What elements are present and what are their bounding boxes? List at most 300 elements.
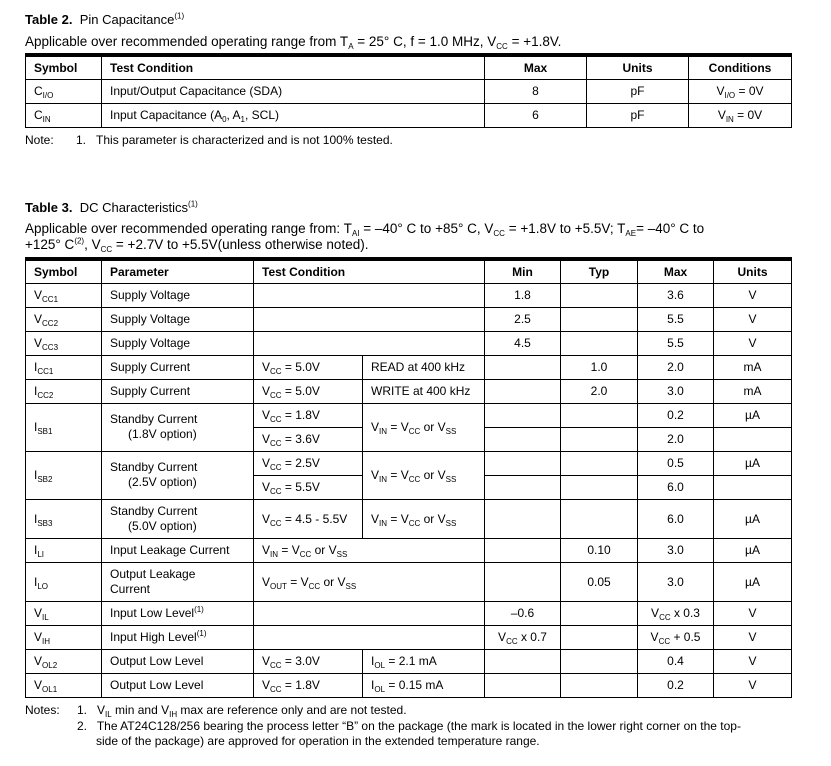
min-cell [485,562,561,601]
test-condition-cell: Input/Output Capacitance (SDA) [102,79,485,103]
typ-cell [561,331,638,355]
min-cell: –0.6 [485,601,561,625]
symbol-sub: SB1 [37,427,53,436]
test-condition-cell [254,403,363,427]
units-cell [714,475,792,499]
desc-text: Applicable over recommended operating range from T [25,34,349,49]
col-header-test-condition: Test Condition [102,55,485,79]
desc-text: = +1.8V. [507,34,562,49]
test-condition-cell [254,475,363,499]
cond-sub: 0 [222,115,227,124]
symbol-sub: CC3 [42,343,59,352]
symbol-sub: SB3 [37,518,53,528]
tc-text: V [300,574,309,589]
test-condition-cell [254,307,485,331]
units-cell [714,427,792,451]
parameter-cell: Supply Voltage [102,283,254,307]
desc-text: = +1.8V to +5.5V; T [504,221,626,236]
cond-sub: I/O [724,91,736,100]
tc-text: V [437,468,446,482]
table3-notes [25,703,825,748]
units-cell: pF [587,103,689,127]
footnote-ref: (1) [188,199,198,209]
max-cell: 0.2 [638,673,714,697]
tc-text: V [262,574,271,589]
symbol: V [34,630,43,644]
desc-sub: A [348,42,354,51]
param-line: Standby Current [110,460,198,474]
tc-text: = 3.0V [281,654,320,668]
parameter-cell [102,403,254,451]
tc-text: I [371,654,375,668]
symbol-sub: IH [42,637,51,646]
symbol-sub: CC1 [42,295,59,304]
param-text: Input High Level [110,630,197,644]
typ-cell [561,475,638,499]
min-cell [485,673,561,697]
tc-sub: CC [270,391,282,400]
parameter-cell: Output Low Level [102,649,254,673]
note-number: 1. [77,703,88,717]
min-cell [485,625,561,649]
tc-text: or [420,468,438,482]
tc-text: V [262,360,271,374]
tc-sub: IN [379,518,388,528]
symbol-cell [26,673,102,697]
param-line: Standby Current [110,412,198,426]
min-cell [485,403,561,427]
table3-title [25,200,198,215]
test-condition-cell [254,427,363,451]
table-row [26,307,792,331]
tc-text: or [311,543,329,557]
col-header-parameter: Parameter [102,259,254,283]
min-sub: CC [506,637,518,646]
symbol-cell [26,355,102,379]
tc-sub: CC [308,581,321,591]
param-line: (2.5V option) [128,475,197,489]
symbol-cell [26,283,102,307]
min-cell [485,427,561,451]
tc-sub: CC [270,439,282,448]
parameter-cell [102,625,254,649]
table-row [26,562,792,601]
min-text: V [498,630,507,644]
note-text: This parameter is characterized and is not 100% tested. [96,133,393,147]
typ-cell [561,403,638,427]
min-text: x 0.7 [517,630,547,644]
typ-cell: 1.0 [561,355,638,379]
desc-text: = 25° C, f = 1.0 MHz, V [353,34,497,49]
tc-text: V [400,468,409,482]
symbol-sub: LI [37,550,45,559]
tc-text: V [262,456,271,470]
tc-text: = [387,468,401,482]
cond-text: , SCL) [245,108,280,122]
table2-label: Table 2. [25,12,73,27]
tc-sub: SS [345,581,357,591]
footnote-ref: (1) [196,629,207,638]
test-condition-cell [363,499,485,538]
cond-sub: IN [725,115,734,124]
units-cell: mA [714,355,792,379]
symbol-sub: OL2 [42,661,58,670]
tc-text: V [291,543,300,557]
symbol-sub: CC2 [42,319,59,328]
symbol-cell [26,307,102,331]
test-condition-cell [363,673,485,697]
table-row [26,673,792,697]
tc-text: = 5.0V [281,384,320,398]
param-line: Standby Current [110,503,198,518]
units-cell: V [714,601,792,625]
tc-text: = 1.8V [281,678,320,692]
typ-cell [561,649,638,673]
cond-text: V [717,108,726,122]
symbol-cell [26,625,102,649]
desc-text: Applicable over recommended operating range from: T [25,221,352,236]
test-condition-cell [102,103,485,127]
tc-text: = 5.5V [281,480,320,494]
typ-cell [561,307,638,331]
symbol-sub: SB2 [37,475,53,484]
table-row [26,403,792,427]
tc-text: V [262,654,271,668]
tc-text: V [371,511,380,526]
parameter-cell [102,601,254,625]
tc-sub: CC [270,367,282,376]
tc-sub: OL [374,685,386,694]
tc-sub: IN [379,475,388,484]
min-cell [485,475,561,499]
tc-text: = 1.8V [281,408,320,422]
tc-sub: SS [445,518,457,528]
symbol-sub: CC2 [37,391,54,400]
max-cell [638,601,714,625]
tc-sub: CC [270,463,282,472]
symbol: C [34,84,43,98]
tc-text: = [286,574,301,589]
tc-text: or [320,574,338,589]
units-cell: µA [714,562,792,601]
note-item [77,703,407,718]
min-cell [485,355,561,379]
symbol: C [34,108,43,122]
units-cell: V [714,307,792,331]
symbol-sub: LO [37,581,49,591]
min-cell: 1.8 [485,283,561,307]
units-cell: pF [587,79,689,103]
note-text: min and V [111,703,170,717]
units-cell: V [714,673,792,697]
test-condition-cell: WRITE at 400 kHz [363,379,485,403]
symbol-sub: OL1 [42,685,58,694]
max-cell [638,625,714,649]
parameter-cell [102,451,254,499]
col-header-typ: Typ [561,259,638,283]
cond-sub: 1 [240,115,245,124]
tc-sub: OUT [270,581,287,591]
note-number: 1. [76,133,87,147]
test-condition-cell [254,283,485,307]
max-cell: 0.5 [638,451,714,475]
desc-line [25,221,815,237]
note-label: Note: [25,133,54,147]
tc-text: V [371,468,380,482]
pin-capacitance-table [25,53,792,128]
test-condition-cell [254,625,485,649]
param-line: Output Leakage [110,566,196,581]
table-header-row [26,55,792,79]
table-row [26,499,792,538]
max-cell: 6.0 [638,499,714,538]
symbol-cell [26,331,102,355]
test-condition-cell [254,499,363,538]
tc-text: V [437,511,446,526]
note-item [77,719,741,734]
tc-text: V [437,420,446,434]
note-text: The AT24C128/256 bearing the process letter “B” on the package (the mark is located in the lower right corner on the top- [96,719,741,733]
parameter-cell [102,562,254,601]
table-row [26,451,792,475]
test-condition-cell [254,331,485,355]
symbol-cell [26,562,102,601]
tc-text: V [262,678,271,692]
units-cell: mA [714,379,792,403]
note-item-continuation [96,734,540,749]
units-cell: V [714,331,792,355]
table3-label: Table 3. [25,200,73,215]
parameter-cell: Supply Current [102,355,254,379]
parameter-cell [102,499,254,538]
cond-text: , A [226,108,241,122]
max-text: x 0.3 [670,606,700,620]
units-cell: µA [714,499,792,538]
col-header-symbol: Symbol [26,55,102,79]
symbol-cell [26,403,102,451]
max-sub: CC [658,637,671,646]
symbol-cell [26,103,102,127]
units-cell: V [714,625,792,649]
symbol-cell [26,451,102,499]
table-row [26,625,792,649]
col-header-max: Max [485,55,587,79]
symbol: I [34,511,38,526]
desc-text: = –40° C to +85° C, V [359,221,494,236]
typ-cell [561,451,638,475]
tc-sub: OL [374,661,386,670]
tc-text: V [328,543,337,557]
tc-sub: IN [270,550,279,559]
symbol-sub: IN [42,115,51,124]
param-line: Current [110,581,151,596]
tc-sub: CC [270,487,282,496]
typ-cell [561,283,638,307]
test-condition-cell [254,379,363,403]
dc-characteristics-table [25,257,792,698]
tc-text: = [278,543,292,557]
max-cell: 5.5 [638,331,714,355]
param-line: (1.8V option) [128,427,197,441]
max-cell: 3.6 [638,283,714,307]
min-cell: 2.5 [485,307,561,331]
note-sub: IL [105,710,112,719]
cond-text: Input Capacitance (A [110,108,223,122]
symbol-cell [26,538,102,562]
symbol: I [34,543,38,557]
desc-sub: CC [493,229,505,238]
symbol-sub: IL [42,613,49,622]
symbol: I [34,420,38,434]
units-cell: V [714,283,792,307]
typ-cell: 0.10 [561,538,638,562]
typ-cell: 2.0 [561,379,638,403]
symbol-cell [26,649,102,673]
table-header-row [26,259,792,283]
table3-title-text: DC Characteristics [79,200,189,215]
tc-sub: SS [336,550,348,559]
note-text: V [97,703,106,717]
tc-text: V [262,480,271,494]
table-row [26,355,792,379]
desc-line [25,237,815,253]
tc-text: = 4.5 - 5.5V [281,511,348,526]
min-cell: 4.5 [485,331,561,355]
note-sub: IH [169,710,178,719]
col-header-units: Units [714,259,792,283]
tc-text: I [371,678,375,692]
tc-sub: CC [408,475,421,484]
tc-text: V [262,408,271,422]
symbol: V [34,288,43,302]
symbol: I [34,574,38,589]
tc-text: = 0.15 mA [385,678,444,692]
footnote-ref: (1) [174,11,185,21]
max-sub: CC [659,613,671,622]
tc-sub: CC [270,518,282,528]
typ-cell [561,499,638,538]
note-item [76,133,393,148]
typ-cell: 0.05 [561,562,638,601]
units-cell: V [714,649,792,673]
tc-sub: CC [408,518,421,528]
tc-text: V [262,384,271,398]
symbol-cell [26,79,102,103]
tc-sub: CC [270,415,282,424]
tc-sub: CC [408,427,421,436]
conditions-cell [689,79,792,103]
col-header-units: Units [587,55,689,79]
max-cell: 6.0 [638,475,714,499]
test-condition-cell [254,673,363,697]
min-cell [485,499,561,538]
tc-sub: CC [270,685,282,694]
footnote-ref: (1) [194,605,204,614]
tc-text: = 3.6V [281,432,320,446]
max-cell: 3.0 [638,538,714,562]
parameter-cell: Supply Voltage [102,307,254,331]
table-row [26,79,792,103]
cond-text: = 0V [733,108,763,122]
desc-sub: CC [496,42,508,51]
max-cell: 2.0 [638,427,714,451]
tc-sub: SS [445,427,457,436]
parameter-cell: Output Low Level [102,673,254,697]
max-cell: 2.0 [638,355,714,379]
symbol: V [34,336,43,350]
table2-description [25,34,561,50]
tc-text: or [420,420,438,434]
table-row [26,331,792,355]
col-header-conditions: Conditions [689,55,792,79]
test-condition-cell [254,538,485,562]
typ-cell [561,427,638,451]
desc-sub: CC [100,245,113,254]
test-condition-cell [254,355,363,379]
conditions-cell [689,103,792,127]
cond-text: V [716,84,725,98]
test-condition-cell: READ at 400 kHz [363,355,485,379]
col-header-symbol: Symbol [26,259,102,283]
tc-text: = [387,420,401,434]
min-cell [485,538,561,562]
table-row [26,601,792,625]
symbol-sub: I/O [42,91,54,100]
tc-sub: SS [445,475,457,484]
tc-text: V [262,511,271,526]
symbol: I [34,360,38,374]
tc-text: V [400,420,409,434]
desc-text: = –40° C to [636,221,705,236]
test-condition-cell [254,601,485,625]
typ-cell [561,673,638,697]
tc-text: V [400,511,409,526]
units-cell: µA [714,538,792,562]
test-condition-cell [254,649,363,673]
tc-text: V [262,432,271,446]
tc-text: = [387,511,401,526]
max-cell: 3.0 [638,379,714,403]
max-text: V [650,630,659,644]
min-cell [485,649,561,673]
min-cell [485,379,561,403]
typ-cell [561,625,638,649]
test-condition-cell [363,451,485,499]
table-row [26,283,792,307]
symbol: V [34,606,43,620]
footnote-ref: (2) [74,236,85,246]
note-number: 2. [77,719,88,733]
units-cell: µA [714,451,792,475]
tc-text: or [420,511,438,526]
max-cell: 3.0 [638,562,714,601]
symbol: V [34,678,43,692]
parameter-cell: Supply Current [102,379,254,403]
tc-sub: CC [270,661,282,670]
col-header-min: Min [485,259,561,283]
test-condition-cell [254,562,485,601]
test-condition-cell [363,403,485,451]
test-condition-cell [254,451,363,475]
min-cell [485,451,561,475]
symbol-sub: CC1 [37,367,54,376]
desc-text: , V [84,237,101,252]
table2-title [25,12,184,27]
table2-note [25,133,393,148]
max-cell: 6 [485,103,587,127]
table-row [26,103,792,127]
tc-text: V [371,420,380,434]
